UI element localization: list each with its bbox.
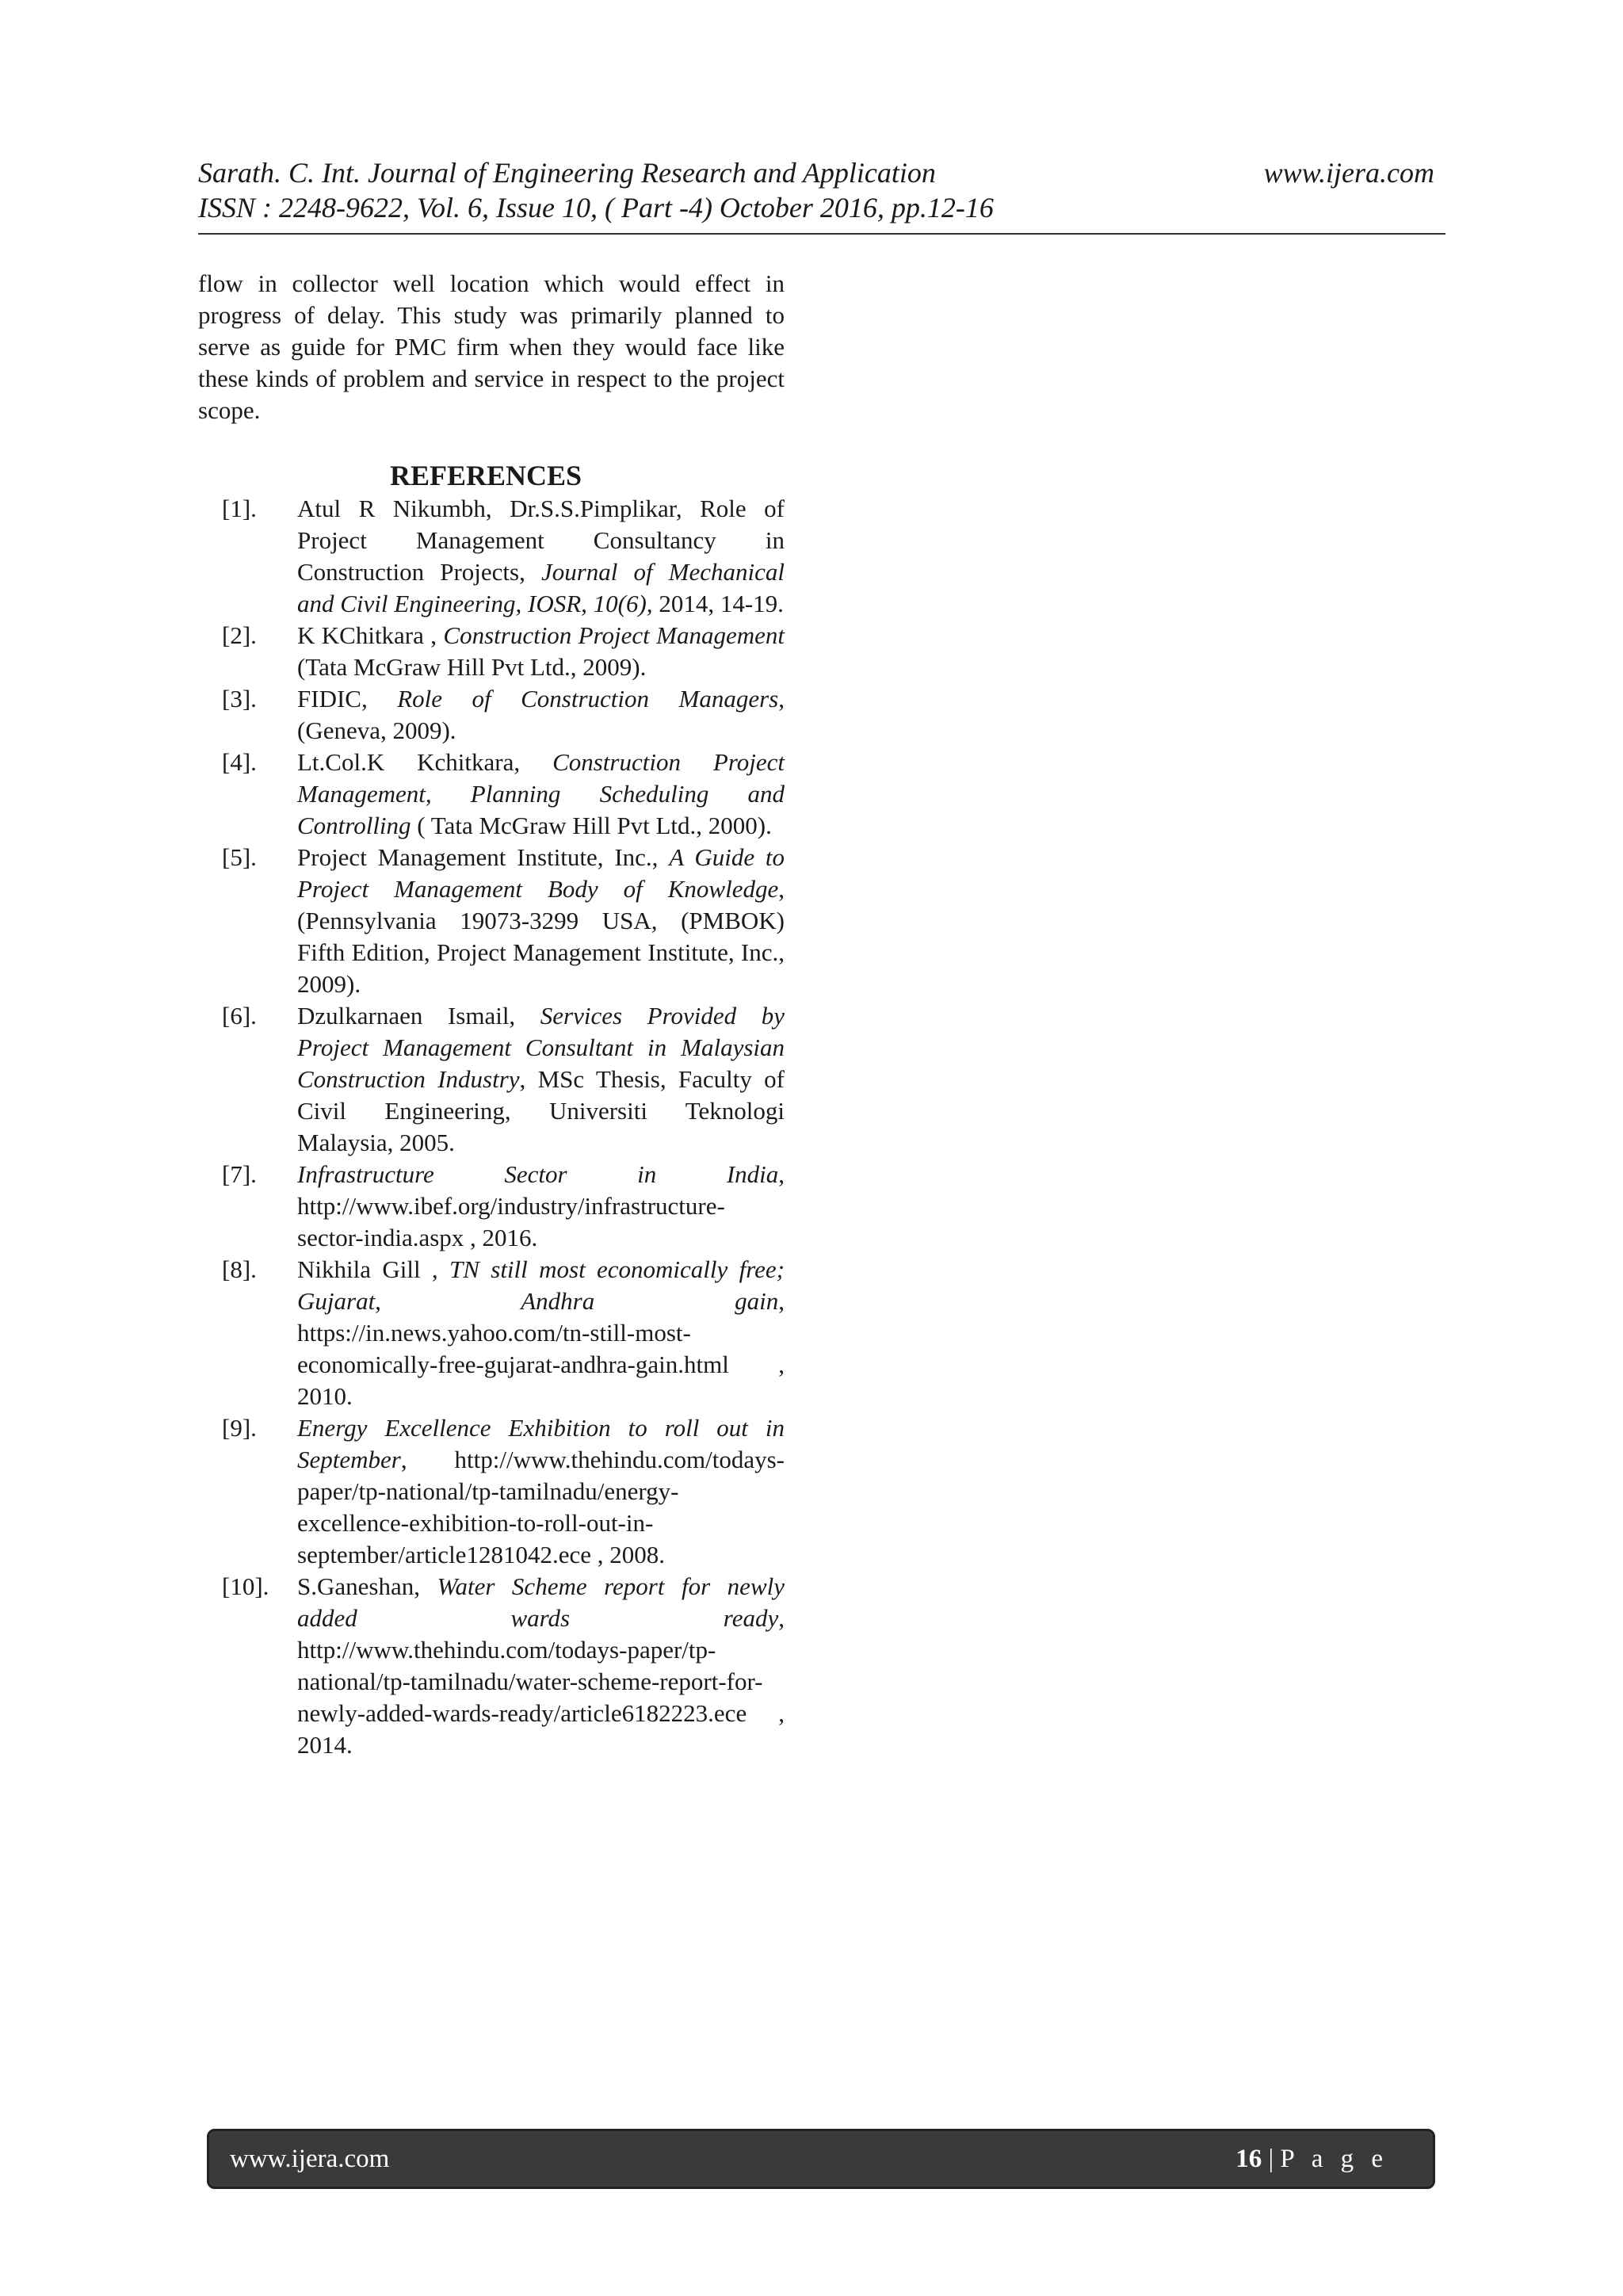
reference-text [297,620,785,683]
reference-number: [7]. [222,1160,257,1188]
reference-details: , http://www.ibef.org/industry/infrastructure-sector-india.aspx , 2016. [297,1160,785,1251]
reference-details: (Tata McGraw Hill Pvt Ltd., 2009). [297,653,647,681]
reference-title: Infrastructure Sector in India [297,1160,779,1188]
reference-title: Construction Project Management [443,621,785,649]
reference-item [198,1412,785,1571]
reference-number: [8]. [222,1255,257,1283]
reference-title: Water Scheme report for newly added wards ready [297,1572,785,1632]
page-label: P a g e [1280,2144,1388,2173]
reference-title: Construction Project Management, Planning Scheduling and Controlling [297,748,785,839]
reference-details: 2014, 14-19. [652,590,784,617]
reference-details: , http://www.thehindu.com/todays-paper/tp-national/tp-tamilnadu/energy-excellence-exhibition-to-roll-out-in-september/article1281042.ece , 2008. [297,1446,785,1568]
reference-authors: Lt.Col.K Kchitkara, [297,748,553,776]
reference-item [198,842,785,1000]
references-heading: REFERENCES [390,460,582,491]
reference-number: [9]. [222,1414,257,1442]
journal-citation: Sarath. C. Int. Journal of Engineering Research and Application [198,157,936,189]
reference-authors: Nikhila Gill , [297,1255,449,1283]
header-website: www.ijera.com [1263,157,1434,189]
left-column [198,268,785,1761]
reference-number: [1]. [222,495,257,522]
reference-title: Energy Excellence Exhibition to roll out in September [297,1414,785,1473]
page-footer [207,2129,1435,2189]
reference-details: , http://www.thehindu.com/todays-paper/tp-national/tp-tamilnadu/water-scheme-report-for-newly-added-wards-ready/article6182223.ece , 2014. [297,1604,785,1759]
page-indicator [1235,2145,1388,2174]
reference-text [297,683,785,747]
reference-details: , (Geneva, 2009). [297,685,785,744]
reference-authors: Dzulkarnaen Ismail, [297,1002,540,1030]
page-separator: | [1262,2144,1281,2173]
reference-item [198,747,785,842]
reference-item [198,1000,785,1159]
issn-line: ISSN : 2248-9622, Vol. 6, Issue 10, ( Part -4) October 2016, pp.12-16 [198,192,994,223]
reference-details: , MSc Thesis, Faculty of Civil Engineering, Universiti Teknologi Malaysia, 2005. [297,1065,785,1156]
reference-text [297,1159,785,1254]
footer-website: www.ijera.com [230,2144,390,2173]
reference-item [198,493,785,620]
reference-authors: Atul R Nikumbh, Dr.S.S.Pimplikar, Role of Project Management Consultancy in Construction Projects, [297,495,785,586]
reference-number: [6]. [222,1002,257,1030]
reference-number: [10]. [222,1572,269,1600]
running-header [198,155,1434,225]
page-number: 16 [1235,2144,1262,2173]
reference-text [297,1254,785,1412]
reference-item [198,683,785,747]
reference-details: , https://in.news.yahoo.com/tn-still-most-economically-free-gujarat-andhra-gain.html , 2010. [297,1287,785,1410]
reference-title: A Guide to Project Management Body of Knowledge [297,843,785,903]
reference-details: , (Pennsylvania 19073-3299 USA, (PMBOK) Fifth Edition, Project Management Institute, Inc., 2009). [297,875,785,998]
reference-text [297,747,785,842]
reference-authors: FIDIC [297,685,361,712]
reference-number: [2]. [222,621,257,649]
reference-number: [5]. [222,843,257,871]
reference-authors: Project Management Institute, Inc., [297,843,670,871]
reference-number: [4]. [222,748,257,776]
reference-authors: S.Ganeshan, [297,1572,437,1600]
reference-number: [3]. [222,685,257,712]
reference-item [198,620,785,683]
reference-text [297,493,785,620]
reference-title: , Role of Construction Managers [361,685,779,712]
reference-title: Services Provided by Project Management Consultant in Malaysian Construction Industry [297,1002,785,1093]
reference-title: Journal of Mechanical and Civil Engineering, IOSR, 10(6), [297,558,785,617]
header-row-1 [198,155,1434,190]
reference-title: TN still most economically free; Gujarat, Andhra gain [297,1255,785,1315]
reference-item [198,1254,785,1412]
reference-text [297,842,785,1000]
intro-paragraph: flow in collector well location which would effect in progress of delay. This study was primarily planned to serve as guide for PMC firm when they would face like these kinds of problem and service in respect to the project scope. [198,269,785,424]
reference-details: ( Tata McGraw Hill Pvt Ltd., 2000). [411,812,772,839]
reference-item [198,1159,785,1254]
reference-text [297,1412,785,1571]
reference-text [297,1000,785,1159]
header-divider [198,233,1445,235]
reference-text [297,1571,785,1761]
reference-authors: K KChitkara , [297,621,444,649]
reference-item [198,1571,785,1761]
